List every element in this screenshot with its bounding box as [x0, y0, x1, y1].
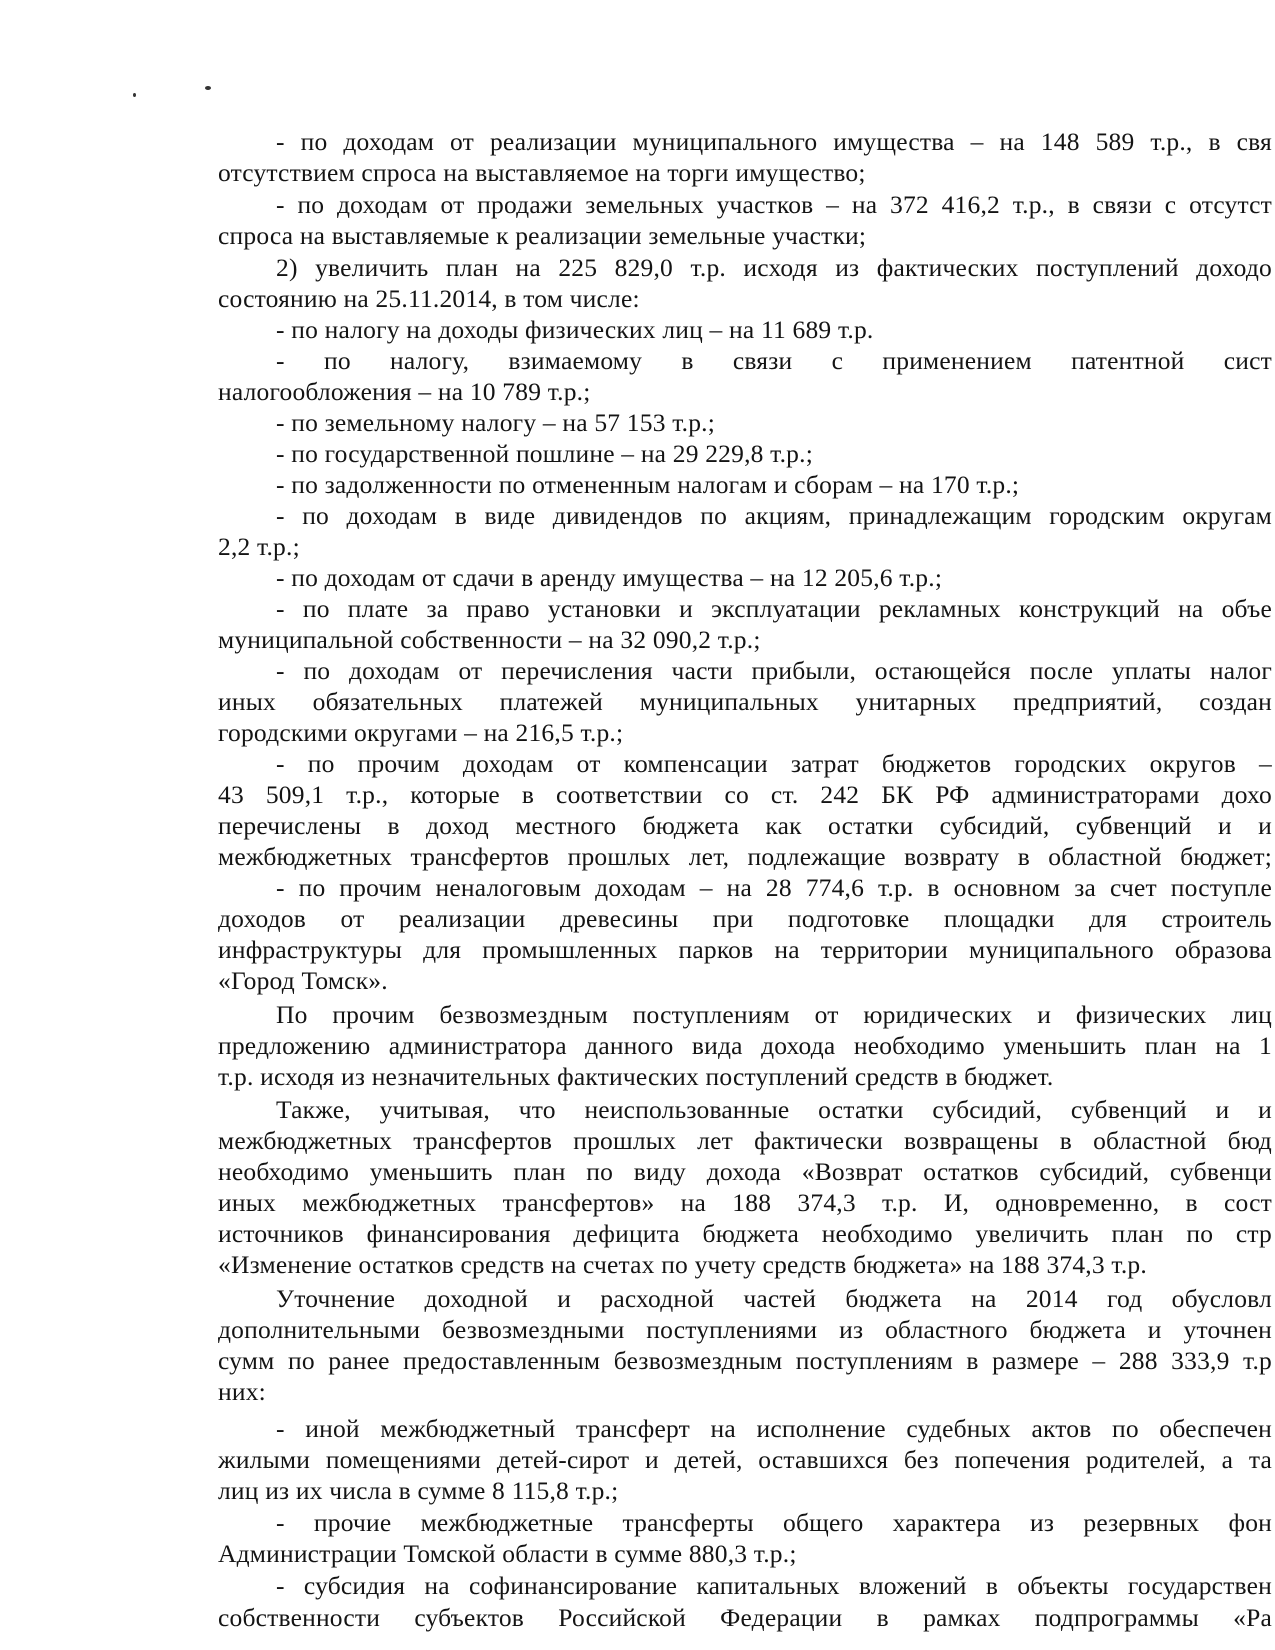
- text-line: отсутствием спроса на выставляемое на торги имущество;: [218, 158, 866, 187]
- text-line: - по прочим доходам от компенсации затрат бюджетов городских округов –: [276, 749, 1272, 778]
- text-line: жилыми помещениями детей-сирот и детей, оставшихся без попечения родителей, а та: [218, 1445, 1272, 1474]
- text-line: собственности субъектов Российской Федерации в рамках подпрограммы «Ра: [218, 1603, 1272, 1632]
- text-line: сумм по ранее предоставленным безвозмездным поступлениям в размере – 288 333,9 т.р: [218, 1346, 1272, 1375]
- text-line: - по доходам в виде дивидендов по акциям, принадлежащим городским округам: [276, 501, 1272, 530]
- text-line: - субсидия на софинансирование капитальных вложений в объекты государствен: [276, 1571, 1272, 1600]
- text-line: лиц из их числа в сумме 8 115,8 т.р.;: [218, 1476, 619, 1505]
- text-line: предложению администратора данного вида дохода необходимо уменьшить план на 1: [218, 1031, 1272, 1060]
- text-line: источников финансирования дефицита бюджета необходимо увеличить план по стр: [218, 1219, 1272, 1248]
- text-line: 43 509,1 т.р., которые в соответствии со ст. 242 БК РФ администраторами дохо: [218, 780, 1272, 809]
- text-line: - иной межбюджетный трансферт на исполнение судебных актов по обеспечен: [276, 1414, 1272, 1443]
- text-line: - по доходам от реализации муниципального имущества – на 148 589 т.р., в свя: [276, 127, 1272, 156]
- text-line: - прочие межбюджетные трансферты общего характера из резервных фон: [276, 1508, 1272, 1537]
- text-line: - по доходам от продажи земельных участков – на 372 416,2 т.р., в связи с отсутст: [276, 190, 1272, 219]
- text-line: - по земельному налогу – на 57 153 т.р.;: [276, 408, 716, 437]
- text-line: перечислены в доход местного бюджета как остатки субсидий, субвенций и и: [218, 811, 1272, 840]
- text-line: 2) увеличить план на 225 829,0 т.р. исходя из фактических поступлений доходо: [276, 253, 1272, 282]
- text-line: - по государственной пошлине – на 29 229,8 т.р.;: [276, 439, 813, 468]
- text-line: - по задолженности по отмененным налогам и сборам – на 170 т.р.;: [276, 470, 1020, 499]
- text-line: иных обязательных платежей муниципальных унитарных предприятий, создан: [218, 687, 1272, 716]
- text-line: дополнительными безвозмездными поступлениями из областного бюджета и уточнен: [218, 1315, 1272, 1344]
- text-line: иных межбюджетных трансфертов» на 188 374,3 т.р. И, одновременно, в сост: [218, 1188, 1272, 1217]
- text-line: межбюджетных трансфертов прошлых лет фактически возвращены в областной бюд: [218, 1126, 1272, 1155]
- text-line: «Город Томск».: [218, 966, 388, 995]
- text-line: спроса на выставляемые к реализации земельные участки;: [218, 221, 867, 250]
- text-line: состоянию на 25.11.2014, в том числе:: [218, 284, 640, 313]
- text-line: По прочим безвозмездным поступлениям от юридических и физических лиц: [276, 1000, 1272, 1029]
- text-line: «Изменение остатков средств на счетах по учету средств бюджета» на 188 374,3 т.р.: [218, 1250, 1147, 1279]
- text-line: Уточнение доходной и расходной частей бюджета на 2014 год обусловл: [276, 1284, 1272, 1313]
- text-line: - по плате за право установки и эксплуатации рекламных конструкций на объе: [276, 594, 1272, 623]
- text-line: городскими округами – на 216,5 т.р.;: [218, 718, 624, 747]
- text-line: налогообложения – на 10 789 т.р.;: [218, 377, 591, 406]
- text-line: муниципальной собственности – на 32 090,2 т.р.;: [218, 625, 761, 654]
- text-line: - по доходам от сдачи в аренду имущества – на 12 205,6 т.р.;: [276, 563, 943, 592]
- text-line: - по налогу, взимаемому в связи с применением патентной сист: [276, 346, 1272, 375]
- text-line: - по налогу на доходы физических лиц – на 11 689 т.р.: [276, 315, 874, 344]
- text-line: необходимо уменьшить план по виду дохода «Возврат остатков субсидий, субвенци: [218, 1157, 1272, 1186]
- text-line: - по доходам от перечисления части прибыли, остающейся после уплаты налог: [276, 656, 1272, 685]
- text-line: 2,2 т.р.;: [218, 532, 300, 561]
- text-line: т.р. исходя из незначительных фактических поступлений средств в бюджет.: [218, 1062, 1054, 1091]
- text-line: межбюджетных трансфертов прошлых лет, подлежащие возврату в областной бюджет;: [218, 842, 1272, 871]
- text-line: инфраструктуры для промышленных парков на территории муниципального образова: [218, 935, 1272, 964]
- text-line: них:: [218, 1377, 266, 1406]
- text-line: доходов от реализации древесины при подготовке площадки для строитель: [218, 904, 1272, 933]
- text-line: - по прочим неналоговым доходам – на 28 774,6 т.р. в основном за счет поступле: [276, 873, 1272, 902]
- text-line: Администрации Томской области в сумме 880,3 т.р.;: [218, 1539, 797, 1568]
- text-line: Также, учитывая, что неиспользованные остатки субсидий, субвенций и и: [276, 1095, 1272, 1124]
